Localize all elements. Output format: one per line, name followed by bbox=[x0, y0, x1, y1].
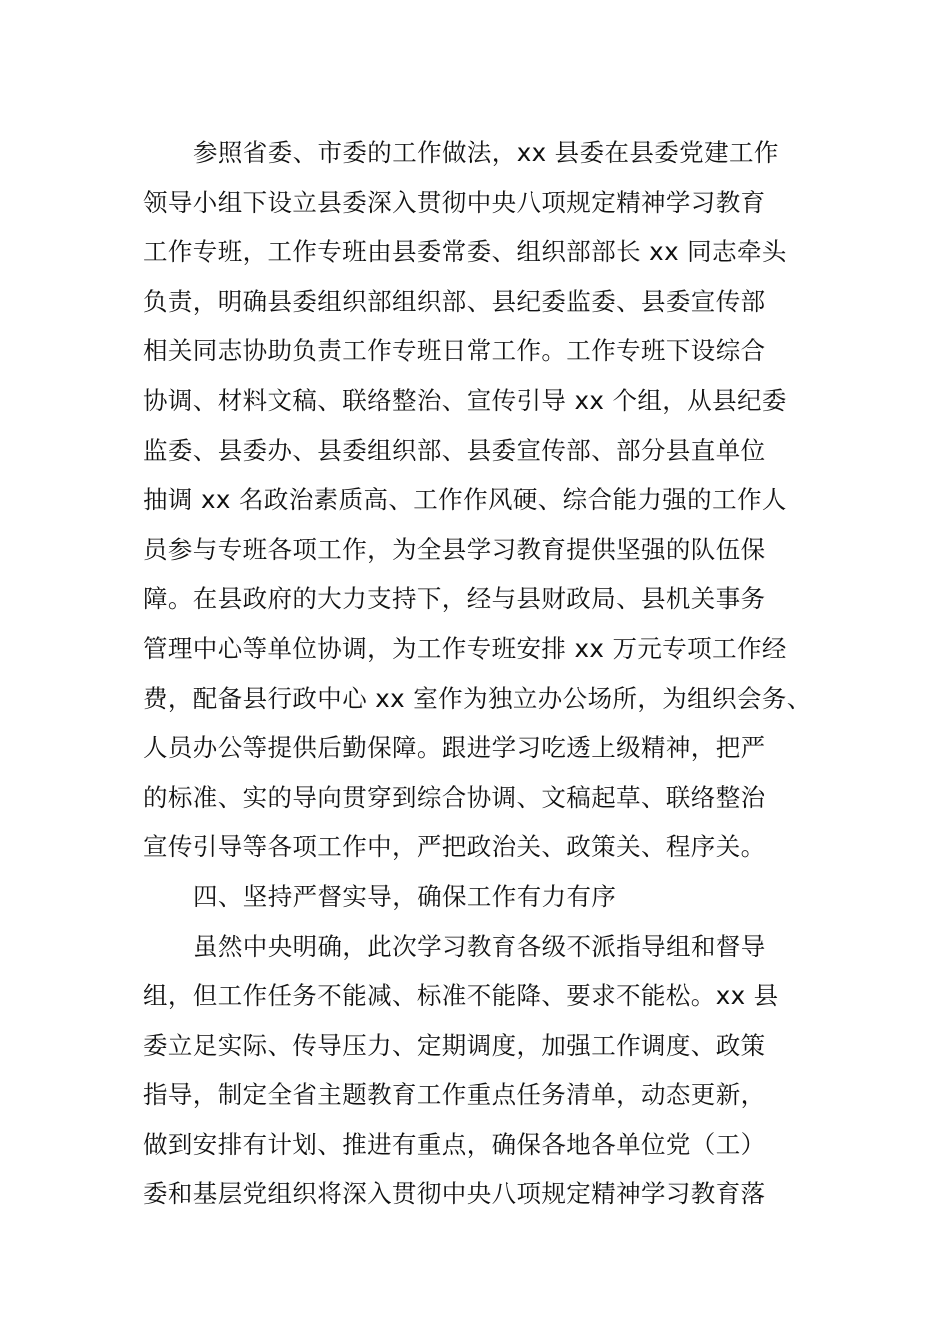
text-line: 负责，明确县委组织部组织部、县纪委监委、县委宣传部 bbox=[143, 286, 766, 316]
text-line: 委和基层党组织将深入贯彻中央八项规定精神学习教育落 bbox=[143, 1179, 766, 1209]
text-line: 抽调 xx 名政治素质高、工作作风硬、综合能力强的工作人 bbox=[143, 485, 787, 515]
text-line: 相关同志协助负责工作专班日常工作。工作专班下设综合 bbox=[143, 336, 766, 366]
text-line: 障。在县政府的大力支持下，经与县财政局、县机关事务 bbox=[143, 584, 766, 614]
paragraph-first-line: 四、坚持严督实导，确保工作有力有序 bbox=[193, 881, 617, 911]
text-line: 领导小组下设立县委深入贯彻中央八项规定精神学习教育 bbox=[143, 187, 766, 217]
text-line: 工作专班，工作专班由县委常委、组织部部长 xx 同志牵头 bbox=[143, 237, 787, 267]
paragraph-first-line: 虽然中央明确，此次学习教育各级不派指导组和督导 bbox=[193, 931, 766, 961]
text-line: 监委、县委办、县委组织部、县委宣传部、部分县直单位 bbox=[143, 435, 766, 465]
text-line: 管理中心等单位协调，为工作专班安排 xx 万元专项工作经 bbox=[143, 633, 787, 663]
text-line: 做到安排有计划、推进有重点，确保各地各单位党（工） bbox=[143, 1129, 766, 1159]
text-line: 员参与专班各项工作，为全县学习教育提供坚强的队伍保 bbox=[143, 534, 766, 564]
text-line: 组，但工作任务不能减、标准不能降、要求不能松。xx 县 bbox=[143, 981, 779, 1011]
text-line: 的标准、实的导向贯穿到综合协调、文稿起草、联络整治 bbox=[143, 782, 766, 812]
text-line: 指导，制定全省主题教育工作重点任务清单，动态更新， bbox=[143, 1080, 766, 1110]
text-line: 人员办公等提供后勤保障。跟进学习吃透上级精神，把严 bbox=[143, 733, 766, 763]
text-line: 宣传引导等各项工作中，严把政治关、政策关、程序关。 bbox=[143, 832, 766, 862]
document-body bbox=[143, 128, 843, 1219]
text-line: 费，配备县行政中心 xx 室作为独立办公场所，为组织会务、 bbox=[143, 683, 812, 713]
text-line: 委立足实际、传导压力、定期调度，加强工作调度、政策 bbox=[143, 1030, 766, 1060]
paragraph-first-line: 参照省委、市委的工作做法，xx 县委在县委党建工作 bbox=[193, 138, 779, 167]
text-line: 协调、材料文稿、联络整治、宣传引导 xx 个组，从县纪委 bbox=[143, 385, 787, 415]
